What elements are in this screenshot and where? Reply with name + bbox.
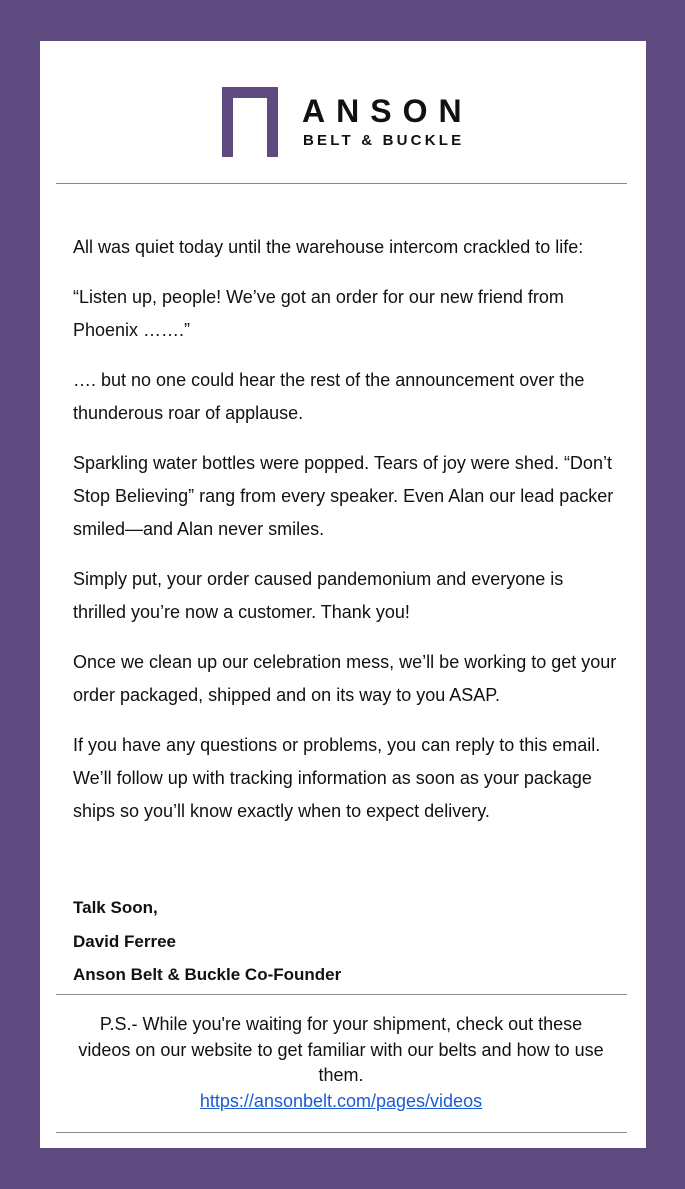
signature-block <box>73 891 613 992</box>
body-paragraph: Once we clean up our celebration mess, we’ll be working to get your order packaged, shipped and on its way to you ASAP. <box>73 652 617 705</box>
body-paragraph: If you have any questions or problems, you can reply to this email. We’ll follow up with tracking information as soon as your package ships so you’ll know exactly when to expect delivery. <box>73 735 601 821</box>
brand-name: ANSON <box>302 93 473 129</box>
signature-closing: Talk Soon, <box>73 898 158 917</box>
body-paragraph: Sparkling water bottles were popped. Tears of joy were shed. “Don’t Stop Believing” rang from every speaker. Even Alan our lead packer smiled—and Alan never smiles. <box>73 453 614 539</box>
brand-logo[interactable] <box>222 87 472 159</box>
email-body <box>73 231 618 845</box>
postscript-text: P.S.- While you're waiting for your shipment, check out these videos on our website to get familiar with our belts and how to use them. <box>78 1014 604 1085</box>
videos-link[interactable]: https://ansonbelt.com/pages/videos <box>199 1090 483 1111</box>
signature-name: David Ferree <box>73 931 176 951</box>
body-paragraph: …. but no one could hear the rest of the announcement over the thunderous roar of applause. <box>73 370 585 423</box>
body-paragraph: “Listen up, people! We’ve got an order for our new friend from Phoenix …….” <box>73 287 564 340</box>
body-paragraph: All was quiet today until the warehouse intercom crackled to life: <box>73 237 584 257</box>
postscript <box>76 1012 606 1114</box>
signature-title: Anson Belt & Buckle Co-Founder <box>73 965 342 984</box>
email-card <box>40 41 646 1148</box>
anson-logo-icon <box>222 87 278 157</box>
body-paragraph: Simply put, your order caused pandemonium and everyone is thrilled you’re now a customer. Thank you! <box>73 569 564 622</box>
signature-divider <box>56 994 627 995</box>
brand-tagline: BELT & BUCKLE <box>303 132 465 149</box>
footer-divider <box>56 1132 627 1133</box>
header-divider <box>56 183 627 184</box>
